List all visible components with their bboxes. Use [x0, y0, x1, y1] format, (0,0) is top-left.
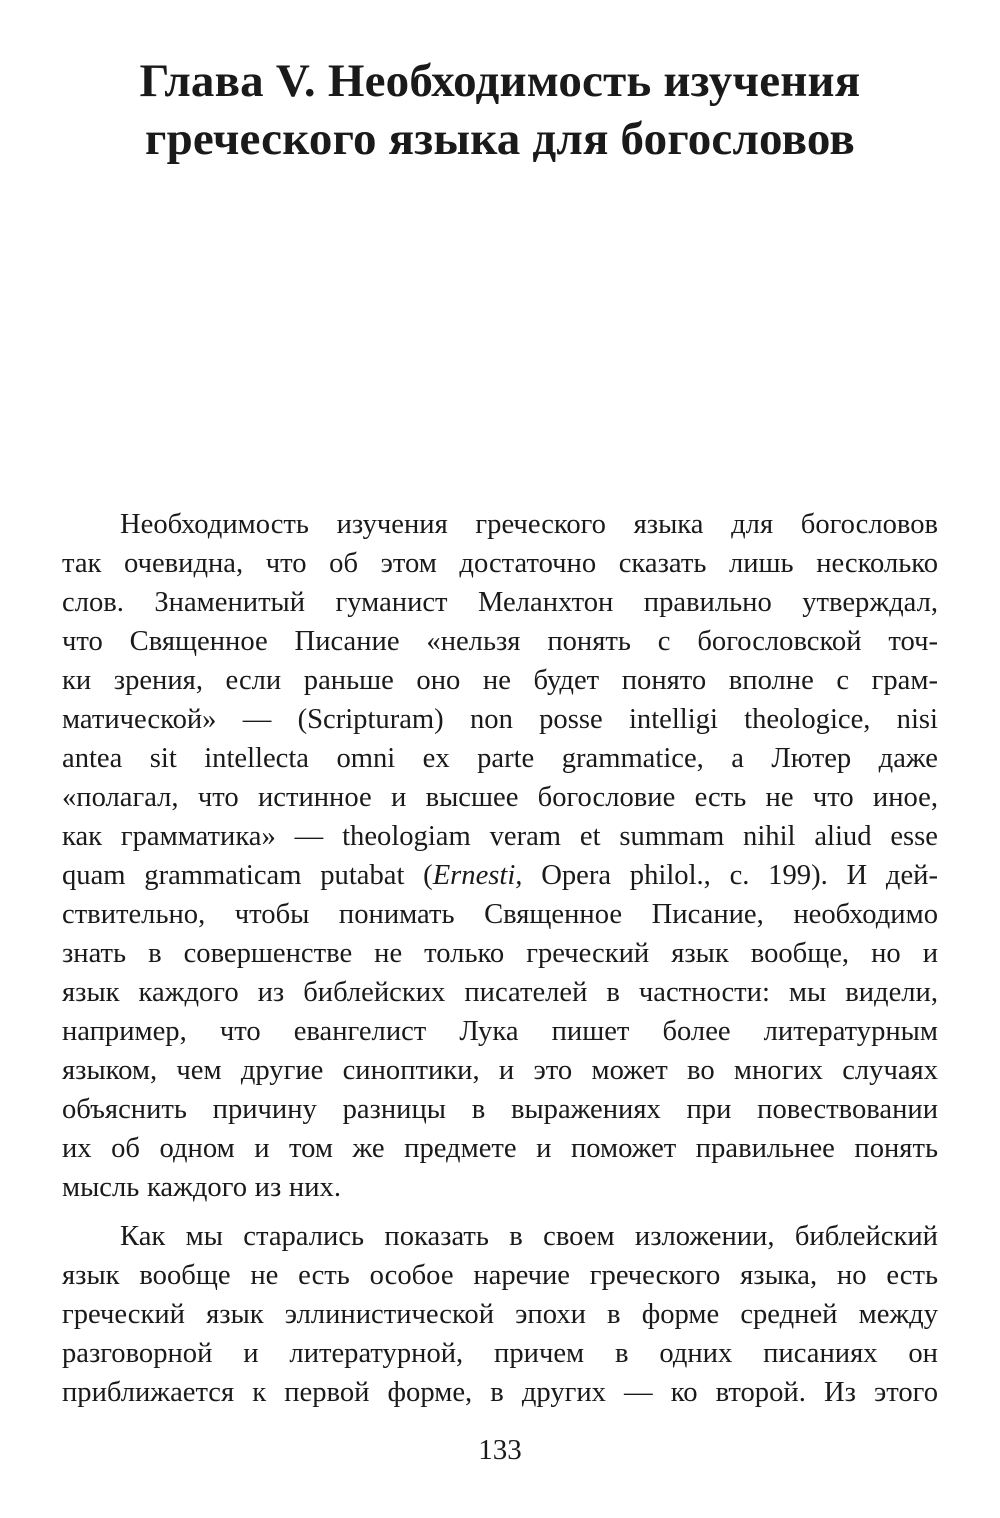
chapter-title-line: греческого языка для богословов [145, 113, 855, 165]
text-line: язык каждого из библейских писателей в частности: мы видели, [62, 977, 938, 1008]
text-line: их об одном и том же предмете и поможет правильнее понять [62, 1133, 938, 1164]
text-line: греческий язык эллинистической эпохи в форме средней между [62, 1299, 938, 1330]
paragraph-2 [62, 1217, 938, 1412]
text-fragment: Opera philol., с. 199). И дей- [522, 860, 938, 891]
text-line: ствительно, чтобы понимать Священное Писание, необходимо [62, 899, 938, 930]
text-line: как грамматика» — theologiam veram et summam nihil aliud esse [62, 821, 938, 852]
chapter-title [60, 52, 940, 168]
text-line: «полагал, что истинное и высшее богословие есть не что иное, [62, 782, 938, 813]
text-line-with-citation [62, 856, 938, 895]
text-line: так очевидна, что об этом достаточно сказать лишь несколько [62, 548, 938, 579]
citation-author: Ernesti, [432, 860, 523, 891]
text-line: язык вообще не есть особое наречие греческого языка, но есть [62, 1260, 938, 1291]
text-line: слов. Знаменитый гуманист Меланхтон правильно утверждал, [62, 587, 938, 618]
chapter-title-line: Глава V. Необходимость изучения [139, 55, 861, 107]
text-line: Необходимость изучения греческого языка для богословов [120, 509, 938, 540]
text-line: разговорной и литературной, причем в одних писаниях он [62, 1338, 938, 1369]
text-line: например, что евангелист Лука пишет более литературным [62, 1016, 938, 1047]
text-line: antea sit intellecta omni ex parte grammatice, а Лютер даже [62, 743, 938, 774]
paragraph-1 [62, 505, 938, 1207]
text-line: объяснить причину разницы в выражениях при повествовании [62, 1094, 938, 1125]
text-line: мысль каждого из них. [62, 1172, 341, 1203]
text-line: Как мы старались показать в своем изложении, библейский [120, 1221, 938, 1252]
text-line: языком, чем другие синоптики, и это может во многих случаях [62, 1055, 938, 1086]
text-line: приближается к первой форме, в других — ко второй. Из этого [62, 1377, 938, 1408]
text-line: знать в совершенстве не только греческий язык вообще, но и [62, 938, 938, 969]
page-number: 133 [478, 1434, 522, 1466]
text-line: матической» — (Scripturam) non posse intelligi theologice, nisi [62, 704, 938, 735]
text-fragment: quam grammaticam putabat ( [62, 860, 433, 891]
body-text [62, 505, 938, 1412]
text-line: что Священное Писание «нельзя понять с богословской точ- [62, 626, 938, 657]
text-line: ки зрения, если раньше оно не будет понято вполне с грам- [62, 665, 938, 696]
